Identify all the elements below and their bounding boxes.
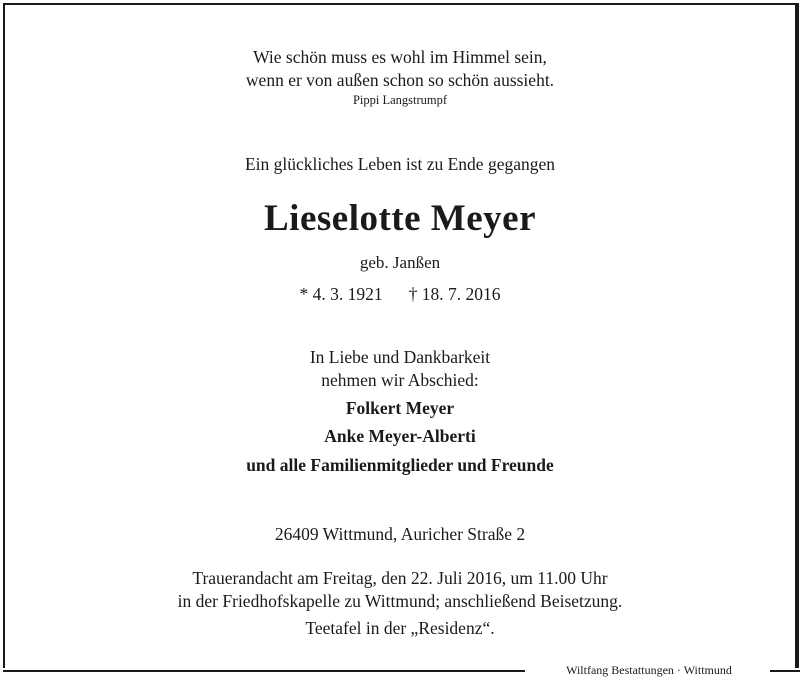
address: 26409 Wittmund, Auricher Straße 2 <box>274 524 526 544</box>
mourner-3: und alle Familienmitglieder und Freunde <box>246 455 554 475</box>
deceased-name: Lieselotte Meyer <box>264 198 536 239</box>
service-line-1: Trauerandacht am Freitag, den 22. Juli 2016, um 11.00 Uhr <box>192 568 608 588</box>
bottom-rule-right <box>770 670 800 672</box>
farewell-line-2: nehmen wir Abschied: <box>321 370 479 390</box>
mourner-2: Anke Meyer-Alberti <box>324 426 476 446</box>
quote-author: Pippi Langstrumpf <box>352 93 448 107</box>
undertaker-credit: Wiltfang Bestattungen · Wittmund <box>530 662 768 678</box>
birth-date: * 4. 3. 1921 <box>299 284 383 304</box>
maiden-name: geb. Janßen <box>359 253 441 272</box>
mourner-1: Folkert Meyer <box>345 398 455 418</box>
service-line-2: in der Friedhofskapelle zu Wittmund; anschließend Beisetzung. <box>177 591 623 611</box>
life-dates <box>0 284 800 305</box>
farewell-line-1: In Liebe und Dankbarkeit <box>309 347 491 367</box>
quote-line-2: wenn er von außen schon so schön aussieht. <box>245 70 555 90</box>
death-date: † 18. 7. 2016 <box>408 284 501 304</box>
intro-text: Ein glückliches Leben ist zu Ende gegangen <box>244 154 556 174</box>
service-line-3: Teetafel in der „Residenz“. <box>305 618 495 638</box>
quote-line-1: Wie schön muss es wohl im Himmel sein, <box>253 47 547 67</box>
bottom-rule-left <box>3 670 525 672</box>
